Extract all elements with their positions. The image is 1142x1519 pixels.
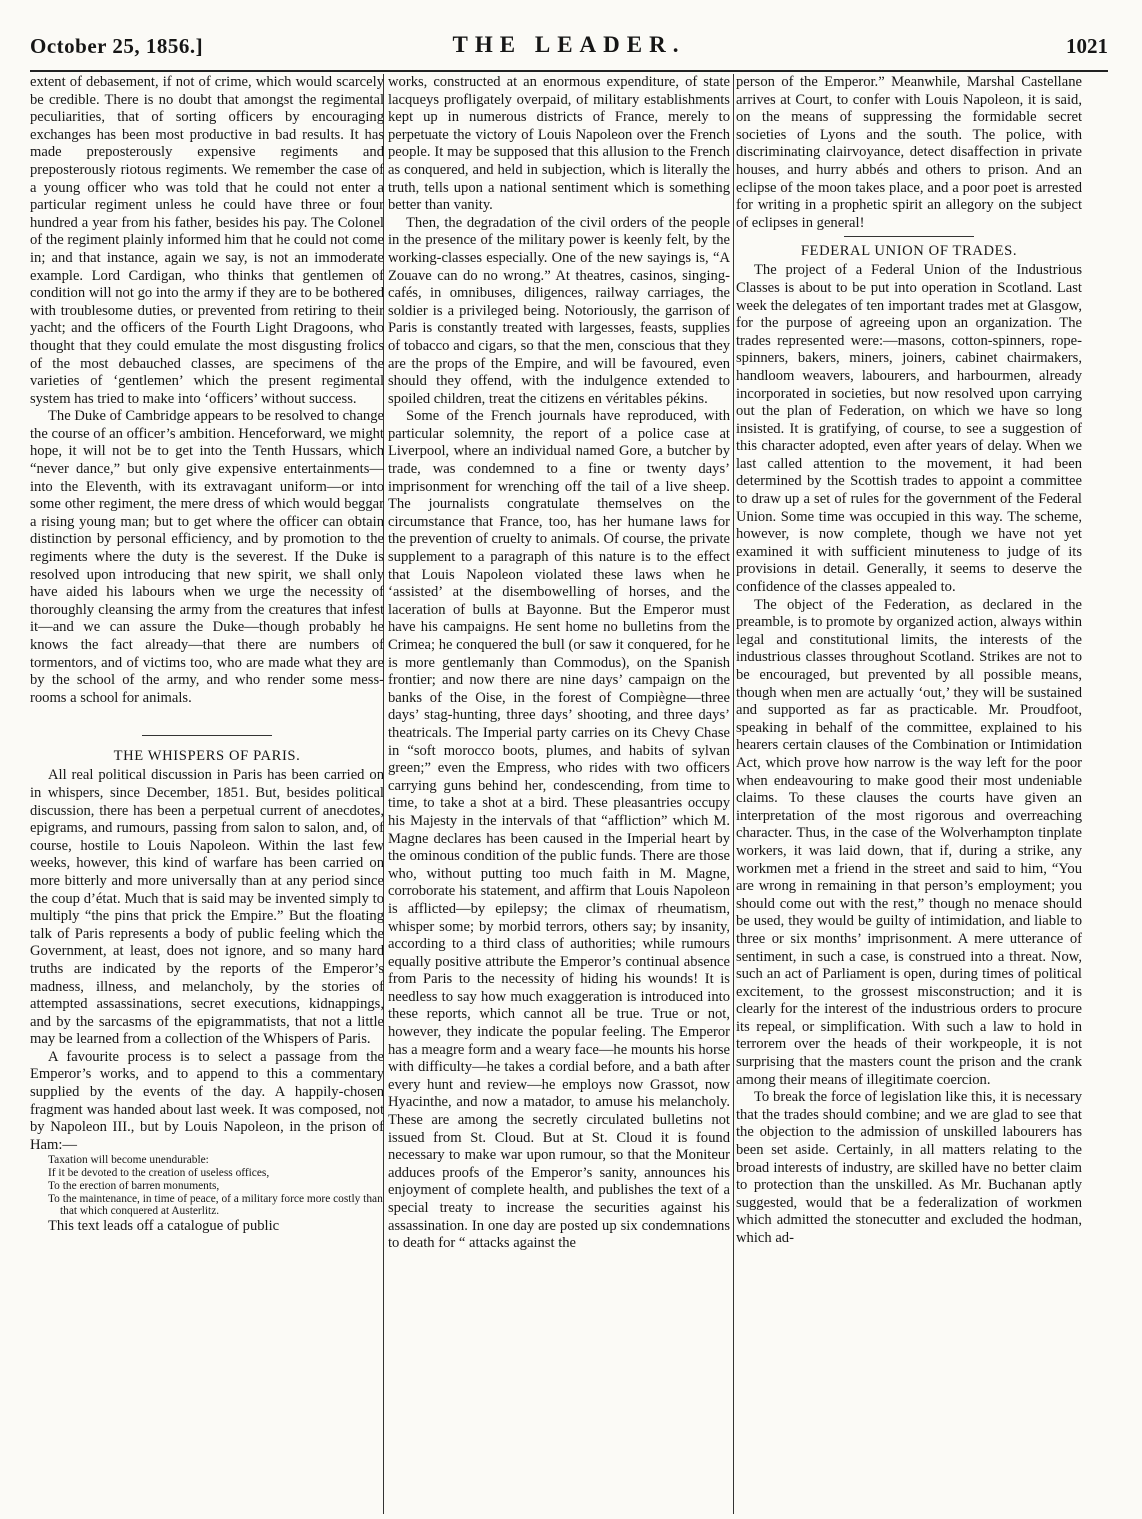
col1-paragraph-1: extent of debasement, if not of crime, which would scarcely be credible. There is no doubt that amongst the regimental peculiarities, that of sorting officers by encouraging exchanges has been most productive in bad results. It has made preposterously expensive regiments and preposterously riotous regiments. We remember the case of a young officer who was told that he could not enter a particular regiment unless he could have three or four hundred a year from his father, besides his pay. The Colonel of the regiment plainly informed him that he could not come in; and that instance, again we say, is not an immoderate example. Lord Cardigan, who thinks that gentlemen of condition will not go into the army if they are to be bothered with troublesome duties, or prevented from retiring to their yacht; and the officers of the Fourth Light Dragoons, who thought that they could emulate the most disgusting frolics of the most debauched classes, are specimens of the varieties of ‘gentlemen’ which the present regimental system has tried to make into ‘officers’ without success.: [30, 74, 384, 407]
column-2: [388, 74, 730, 1519]
col2-paragraph-2: Then, the degradation of the civil orders of the people in the presence of the military power is keenly felt, by the working-classes especially. One of the new sayings is, “A Zouave can do no wrong.” At theatres, casinos, singing-cafés, in omnibuses, diligences, railway carriages, the soldier is a privileged being. Notoriously, the garrison of Paris is constantly treated with largesses, feasts, supplies of tobacco and cigars, so that the men, conscious that they are the props of the Empire, and will be favoured, even should they offend, with the indulgence extended to spoiled children, treat the citizens en véritables pékins.: [388, 214, 730, 407]
quote-line-3: To the erection of barren monuments,: [48, 1179, 220, 1192]
col1-paragraph-3: All real political discussion in Paris has been carried on in whispers, since December, 1851. But, besides political discussion, there has been a perpetual current of anecdotes, epigrams, and rumours, passing from salon to salon, and, of course, hostile to Louis Napoleon. Within the last few weeks, however, this kind of warfare has been carried on more bitterly and more universally than at any period since the coup d’état. Much that is said may be invented simply to multiply “the pins that prick the Empire.” But the floating talk of Paris represents a body of public feeling which the Government, at least, does not ignore, and so many hard truths are indicated by the reports of the Emperor’s madness, illness, and melancholy, by the stories of attempted assassinations, secret executions, kidnappings, and by the sarcasms of the epigrammatists, that not a little may be learned from a collection of the Whispers of Paris.: [30, 767, 384, 1048]
quote-line-2: If it be devoted to the creation of useless offices,: [48, 1167, 270, 1180]
page-number: 1021: [1066, 34, 1108, 58]
newspaper-title: THE LEADER.: [452, 32, 686, 57]
col2-paragraph-3: Some of the French journals have reproduced, with particular solemnity, the report of a police case at Liverpool, where an individual named Gore, a butcher by trade, was condemned to a fine or twenty days’ imprisonment for wrenching off the tail of a live sheep. The journalists congratulate themselves on the circumstance that France, too, has her humane laws for the prevention of cruelty to animals. Of course, the private supplement to a paragraph of this nature is to the effect that Louis Napoleon violated these laws when he ‘assisted’ at the disembowelling of horses, and the laceration of bulls at Bayonne. But the Emperor must have his campaigns. He sent home no bulletins from the Crimea; he conquered the bull (or saw it conquered, for he is more gentlemanly than Commodus), on the Spanish frontier; and now there are nine days’ campaign on the banks of the Oise, in the forest of Compiègne—three days’ stag-hunting, three days’ shooting, and three days’ theatricals. The Imperial party carries on its Chevy Chase in “soft morocco boots, plumes, and habits of sylvan green;” even the Empress, who rides with two officers carrying guns behind her, condescending, from time to time, to take a shot at a bird. These pleasantries occupy his Majesty in the intervals of that “affliction” which M. Magne declares has been caused in the Imperial heart by the ominous condition of the public funds. There are those who, without putting too much faith in M. Magne, corroborate his statement, and affirm that Louis Napoleon is afflicted—by epilepsy; the climax of rheumatism, whisper some; by morbid terrors, others say; by insanity, according to a third class of authorities; while rumours equally positive attribute the Emperor’s continual absence from Paris to the necessity of hiding his wounds! It is needless to say how much exaggeration is introduced into these reports, which cannot all be true. True or not, however, they indicate the popular feeling. The Emperor has a meagre form and a weary face—he mounts his horse with difficulty—he takes a cordial before, and a bath after every hunt and review—he employs now Grassot, now Hyacinthe, and now a matador, to amuse his melancholy. These are among the secretly circulated bulletins not issued from St. Cloud. But at St. Cloud it is found necessary to make war upon rumour, so that the Moniteur adduces proofs of the Emperor’s sanity, announces his enjoyment of complete health, and publishes the text of a special treaty to increase the securities against his assassination. In one day are posted up six condemnations to death for “ attacks against the: [388, 408, 730, 1252]
column-3: [736, 74, 1082, 1519]
masthead: [30, 34, 1108, 68]
issue-date: October 25, 1856.]: [30, 34, 204, 58]
col1-paragraph-4: A favourite process is to select a passage from the Emperor’s works, and to append to this a commentary supplied by the events of the day. A happily-chosen fragment was handed about last week. It was composed, not by Napoleon III., but by Louis Napoleon, in the prison of Ham:—: [30, 1048, 384, 1153]
column-divider-2: [733, 74, 734, 1514]
section-rule: [142, 735, 272, 736]
col3-paragraph-1: person of the Emperor.” Meanwhile, Marshal Castellane arrives at Court, to confer with Louis Napoleon, it is said, on the means of suppressing the formidable secret societies of Lyons and the south. The police, with discriminating clairvoyance, detect disaffection in private houses, and hurry abbés and others to prison. And an eclipse of the moon takes place, and a poor poet is arrested for writing in a prophetic spirit an allegory on the subject of eclipses in general!: [736, 74, 1082, 231]
quote-line-4: To the maintenance, in time of peace, of a military force more costly than that which conquered at Austerlitz.: [48, 1192, 383, 1218]
section-heading-federal-union: FEDERAL UNION OF TRADES.: [800, 243, 1018, 260]
col2-paragraph-1: works, constructed at an enormous expenditure, of state lacqueys profligately overpaid, of military establishments kept up in numerous districts of France, merely to perpetuate the victory of Louis Napoleon over the French people. It may be supposed that this allusion to the French as conquered, and held in subjection, which is literally the truth, tells upon a national sentiment which is something better than vanity.: [388, 74, 730, 214]
col1-paragraph-2: The Duke of Cambridge appears to be resolved to change the course of an officer’s ambition. Henceforward, we might hope, it will not be to get into the Tenth Hussars, which “never dance,” but only give expensive entertainments—into the Eleventh, with its extravagant uniform—or into some other regiment, the mere dress of which would beggar a rising young man; but to get where the officer can obtain distinction by personal efficiency, and by promotion to the regiments where the duty is the severest. If the Duke is resolved upon introducing that new spirit, we shall only have aided his labours when we urge the necessity of thoroughly cleansing the army from the creatures that infest it—and we can assure the Duke—though probably he knows the fact already—that there are numbers of tormentors, and of victims too, who are made what they are by the school of the army, and who render some mess-rooms a school for animals.: [30, 408, 384, 706]
section-rule: [844, 236, 974, 237]
quote-line-1: Taxation will become unendurable:: [48, 1154, 209, 1167]
col3-paragraph-3: The object of the Federation, as declared in the preamble, is to promote by organized action, always within legal and constitutional limits, the interests of the industrious classes throughout Scotland. Strikes are not to be encouraged, but prevented by all possible means, though when men are actually ‘out,’ they will be sustained and supported as far as practicable. Mr. Proudfoot, speaking in behalf of the committee, explained to his hearers certain clauses of the Combination or Intimidation Act, which prove how narrow is the way left for the poor when endeavouring to make good their most undeniable claims. To these clauses the courts have given an interpretation of the most rigorous and overreaching character. Thus, in the case of the Wolverhampton tinplate workers, it was laid down, that if, during a strike, any workmen met a friend in the street and said to him, “You are wrong in remaining in that person’s employment; you should come out with the rest,” though no menace should be used, they would be guilty of intimidation, and liable to three or six months’ imprisonment. A mere utterance of sentiment, in such a case, is construed into a threat. Now, such an act of Parliament is open, during times of political excitement, to the grossest misconstruction; and it is clearly for the interest of the industrious orders to procure its repeal, or simplification. With such a law to hold in terrorem over the heads of their workpeople, it is not surprising that the masters count the prison and the crank among their means of illegitimate coercion.: [736, 596, 1082, 1088]
col3-paragraph-2: The project of a Federal Union of the Industrious Classes is about to be put into operation in Scotland. Last week the delegates of ten important trades met at Glasgow, for the purpose of agreeing upon an organization. The trades represented were:—masons, cotton-spinners, rope-spinners, bakers, miners, joiners, cabinet chairmakers, handloom weavers, labourers, and harbourmen, already incorporated in societies, but now resolved upon carrying out the plan of Federation, on which we have so long insisted. It is gratifying, of course, to see a suggestion of this character adopted, even after years of delay. When we last called attention to the movement, it had been determined by the Scottish trades to appoint a committee to draw up a set of rules for the government of the Federal Union. Some time was occupied in this way. The scheme, however, is now complete, though we have not yet examined it with sufficient minuteness to judge of its provisions in detail. Generally, it seems to deserve the confidence of the classes appealed to.: [736, 262, 1082, 596]
col3-paragraph-4: To break the force of legislation like this, it is necessary that the trades should combine; and we are glad to see that the objection to the admission of unskilled labourers has been set aside. Certainly, in all matters relating to the broad interests of industry, are skilled have no better claim to protection than the unskilled. As Mr. Buchanan aptly suggested, would that be a federalization of workmen which admitted the stonecutter and excluded the hodman, which ad-: [736, 1089, 1082, 1246]
section-heading-whispers: THE WHISPERS OF PARIS.: [113, 748, 301, 765]
header-rule: [30, 70, 1108, 72]
column-1: [30, 74, 384, 1519]
col1-paragraph-5: This text leads off a catalogue of public: [48, 1217, 280, 1234]
